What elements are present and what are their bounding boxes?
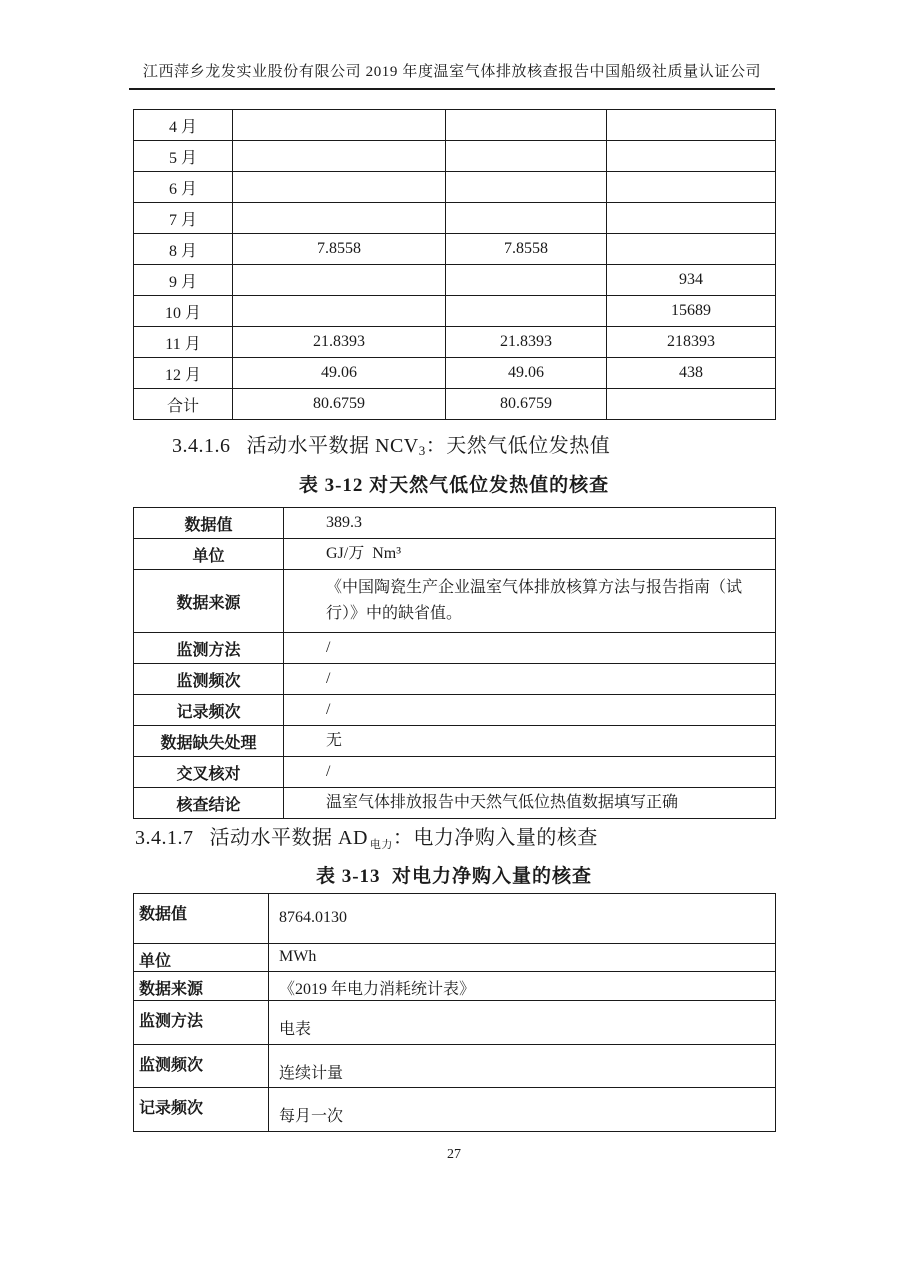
v3-cell	[607, 110, 776, 141]
v2-cell	[446, 265, 607, 296]
section-number: 3.4.1.6	[172, 435, 231, 457]
v1-cell	[233, 172, 446, 203]
label-cell: 数据值	[134, 894, 269, 944]
section-title-subscript: 电力	[369, 839, 393, 851]
table-row	[134, 664, 776, 695]
v3-cell	[607, 203, 776, 234]
table-row	[134, 788, 776, 819]
table-row	[134, 203, 776, 234]
v1-cell: 7.8558	[233, 234, 446, 265]
v1-cell: 49.06	[233, 358, 446, 389]
value-cell: 每月一次	[269, 1088, 776, 1132]
month-cell: 11 月	[134, 327, 233, 358]
table-row	[134, 110, 776, 141]
label-cell: 监测频次	[134, 1045, 269, 1088]
v2-cell: 21.8393	[446, 327, 607, 358]
value-cell: 温室气体排放报告中天然气低位热值数据填写正确	[284, 788, 776, 819]
value-cell: 无	[284, 726, 776, 757]
v3-cell	[607, 389, 776, 420]
v2-cell	[446, 203, 607, 234]
v1-cell	[233, 141, 446, 172]
label-cell: 监测频次	[134, 664, 284, 695]
value-cell: /	[284, 664, 776, 695]
value-cell: /	[284, 633, 776, 664]
table-row	[134, 1088, 776, 1132]
section-number: 3.4.1.7	[135, 827, 194, 849]
label-cell: 记录频次	[134, 695, 284, 726]
v1-cell: 21.8393	[233, 327, 446, 358]
v3-cell	[607, 141, 776, 172]
table-row	[134, 141, 776, 172]
v2-cell	[446, 141, 607, 172]
value-cell: MWh	[269, 944, 776, 972]
v3-cell: 934	[607, 265, 776, 296]
table-row	[134, 296, 776, 327]
value-cell: GJ/万 Nm³	[284, 539, 776, 570]
v1-cell	[233, 110, 446, 141]
value-cell: /	[284, 695, 776, 726]
table-row	[134, 172, 776, 203]
v2-cell	[446, 172, 607, 203]
table-row	[134, 539, 776, 570]
label-cell: 数据值	[134, 508, 284, 539]
table-row	[134, 327, 776, 358]
label-cell: 监测方法	[134, 633, 284, 664]
v2-cell: 80.6759	[446, 389, 607, 420]
table-row	[134, 265, 776, 296]
month-cell: 合计	[134, 389, 233, 420]
v2-cell: 49.06	[446, 358, 607, 389]
monthly-data-table	[133, 109, 776, 420]
v3-cell: 438	[607, 358, 776, 389]
section-title-rest: ：电力净购入量的核查	[392, 827, 598, 849]
value-cell: 连续计量	[269, 1045, 776, 1088]
value-cell: 《2019 年电力消耗统计表》	[269, 972, 776, 1001]
month-cell: 8 月	[134, 234, 233, 265]
value-cell: 8764.0130	[269, 894, 776, 944]
month-cell: 4 月	[134, 110, 233, 141]
value-cell: 389.3	[284, 508, 776, 539]
v2-cell	[446, 110, 607, 141]
month-cell: 9 月	[134, 265, 233, 296]
running-header: 江西萍乡龙发实业股份有限公司 2019 年度温室气体排放核查报告中国船级社质量认证公司	[129, 60, 775, 90]
table-3-12-caption: 表 3-12 对天然气低位发热值的核查	[298, 475, 610, 496]
month-cell: 7 月	[134, 203, 233, 234]
label-cell: 单位	[134, 944, 269, 972]
table-row	[134, 633, 776, 664]
table-row	[134, 389, 776, 420]
table-3-12-ncv-verification	[133, 507, 776, 819]
section-title-subscript: 3	[418, 443, 426, 458]
v3-cell	[607, 172, 776, 203]
table-row	[134, 508, 776, 539]
value-cell: /	[284, 757, 776, 788]
section-heading-3-4-1-6	[172, 429, 610, 459]
label-cell: 记录频次	[134, 1088, 269, 1132]
table-row	[134, 972, 776, 1001]
table-row	[134, 1001, 776, 1045]
table-3-13-electricity-verification	[133, 893, 776, 1132]
v1-cell	[233, 296, 446, 327]
table-row	[134, 757, 776, 788]
month-cell: 5 月	[134, 141, 233, 172]
label-cell: 单位	[134, 539, 284, 570]
label-cell: 数据来源	[134, 570, 284, 633]
table-3-13-caption: 表 3-13 对电力净购入量的核查	[315, 866, 593, 887]
label-cell: 数据缺失处理	[134, 726, 284, 757]
table-row	[134, 944, 776, 972]
v3-cell: 15689	[607, 296, 776, 327]
v2-cell: 7.8558	[446, 234, 607, 265]
v1-cell	[233, 203, 446, 234]
table-row	[134, 726, 776, 757]
table-row	[134, 234, 776, 265]
label-cell: 核查结论	[134, 788, 284, 819]
table-row	[134, 695, 776, 726]
section-heading-3-4-1-7	[135, 821, 598, 852]
section-title: 活动水平数据 NCV	[246, 435, 419, 457]
table-row	[134, 1045, 776, 1088]
section-title: 活动水平数据 AD	[209, 827, 368, 849]
table-row	[134, 570, 776, 633]
v1-cell	[233, 265, 446, 296]
v1-cell: 80.6759	[233, 389, 446, 420]
section-title-rest: ：天然气低位发热值	[425, 435, 611, 457]
value-cell: 《中国陶瓷生产企业温室气体排放核算方法与报告指南（试行）》中的缺省值。	[284, 570, 776, 633]
label-cell: 数据来源	[134, 972, 269, 1001]
table-row	[134, 358, 776, 389]
v3-cell	[607, 234, 776, 265]
v2-cell	[446, 296, 607, 327]
month-cell: 6 月	[134, 172, 233, 203]
table-row	[134, 894, 776, 944]
month-cell: 12 月	[134, 358, 233, 389]
v3-cell: 218393	[607, 327, 776, 358]
page-number: 27	[447, 1147, 461, 1162]
label-cell: 监测方法	[134, 1001, 269, 1045]
month-cell: 10 月	[134, 296, 233, 327]
label-cell: 交叉核对	[134, 757, 284, 788]
value-cell: 电表	[269, 1001, 776, 1045]
